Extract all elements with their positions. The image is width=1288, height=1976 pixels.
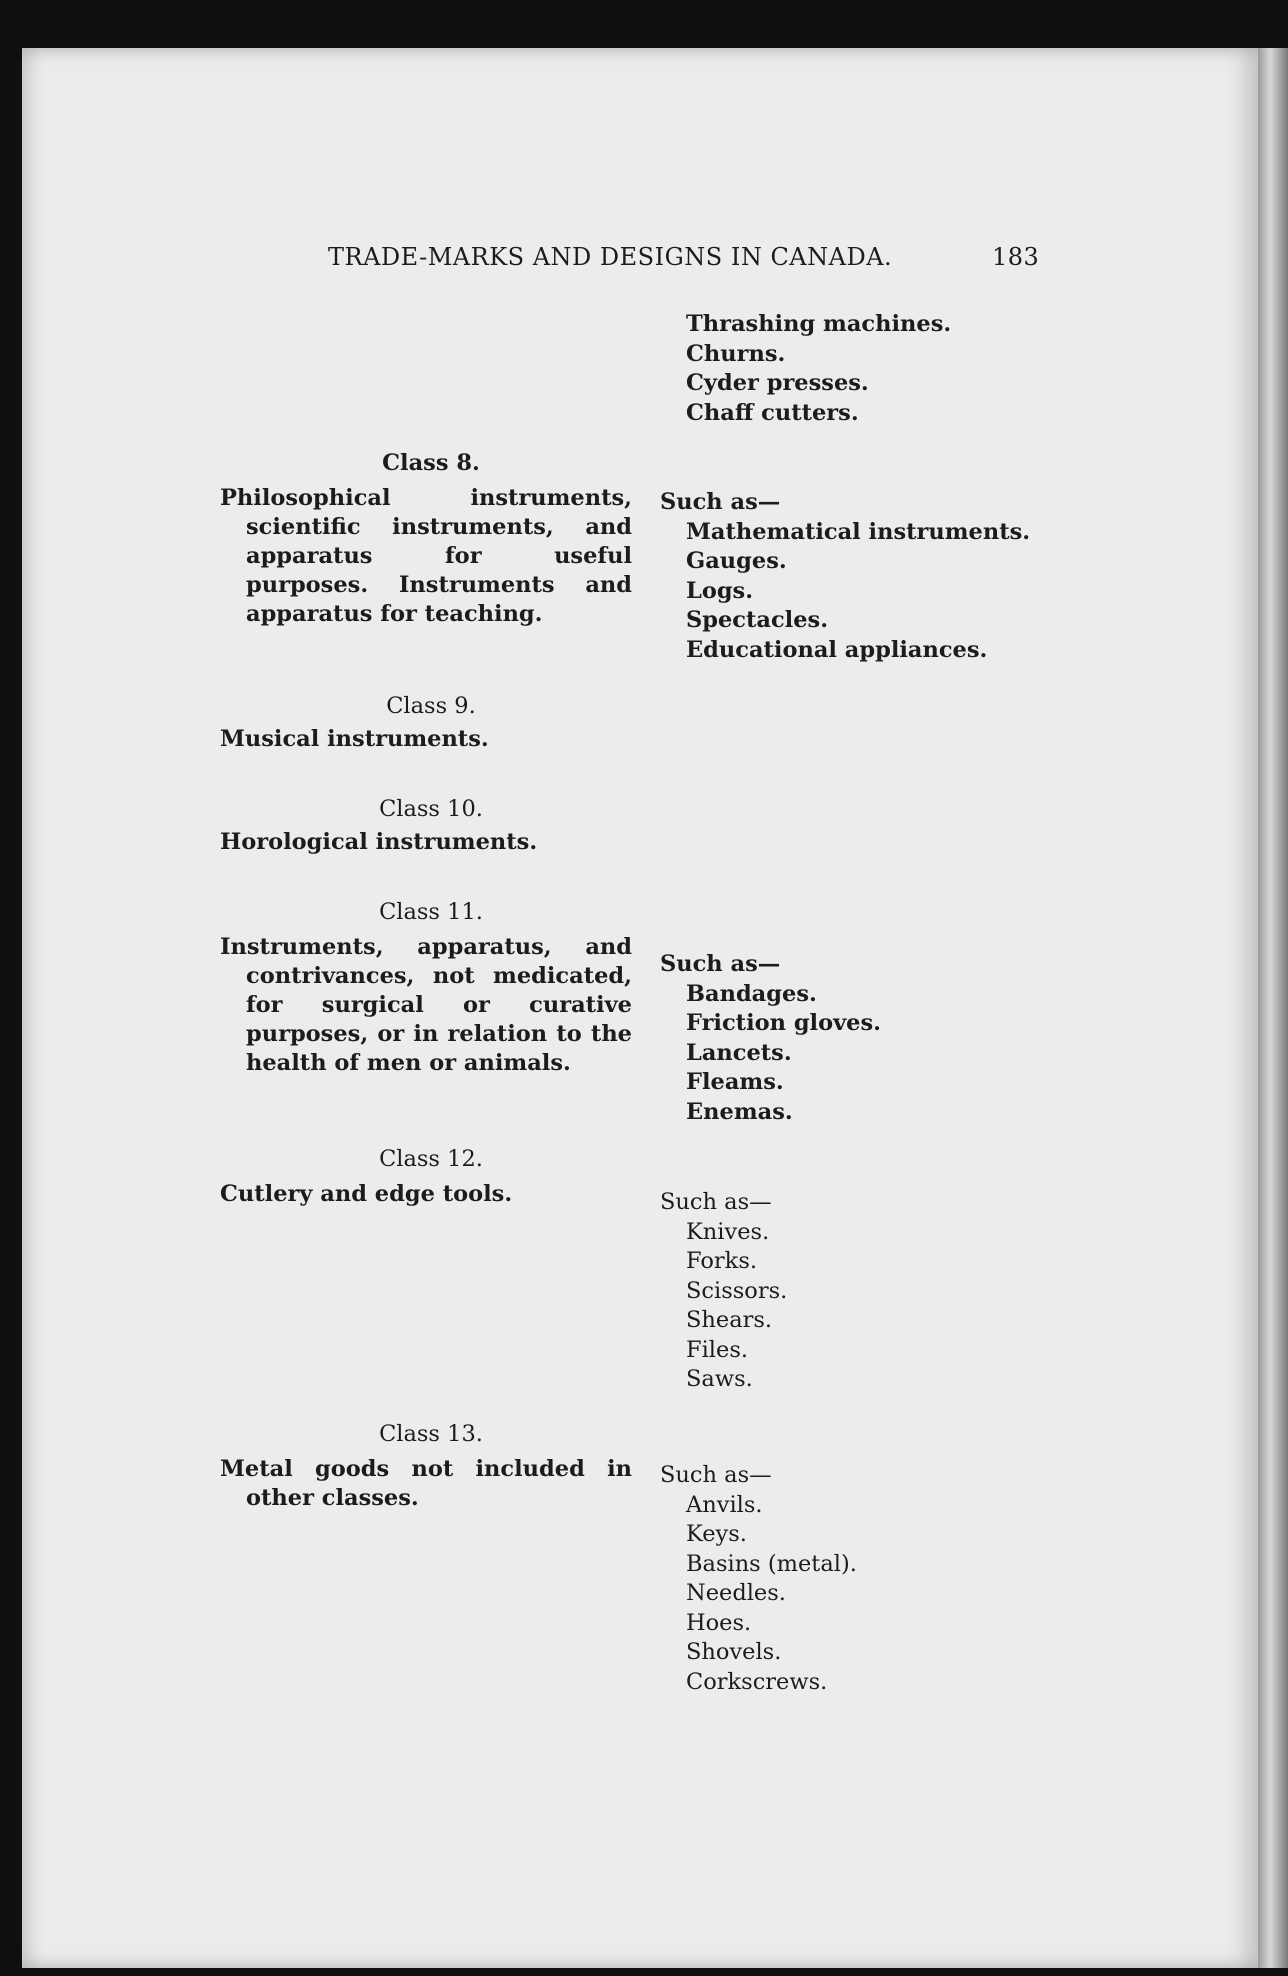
class-8-examples: [660, 488, 1100, 665]
list-item: Saws.: [686, 1366, 753, 1392]
list-item: Knives.: [686, 1218, 770, 1245]
list-item: Corkscrews.: [686, 1668, 828, 1695]
such-as-label: Such as—: [660, 489, 781, 515]
list-item: Gauges.: [686, 548, 787, 574]
list-item: Friction gloves.: [686, 1010, 881, 1036]
class-description: Musical instruments.: [220, 726, 489, 752]
class-heading: Class 9.: [386, 693, 476, 719]
list-item: Needles.: [686, 1580, 786, 1606]
class-heading: Class 10.: [379, 796, 483, 822]
page-number: 183: [992, 243, 1040, 271]
class-8-entry: [220, 449, 632, 629]
list-item: Basins (metal).: [686, 1550, 857, 1577]
list-item: Scissors.: [686, 1277, 788, 1304]
class-heading: Class 11.: [379, 899, 483, 925]
class-12-entry: [220, 1145, 632, 1209]
list-item: Hoes.: [686, 1609, 752, 1636]
continued-items: [660, 310, 1100, 428]
list-item: Chaff cutters.: [686, 399, 859, 426]
class-9-entry: [220, 692, 632, 754]
list-item: Forks.: [686, 1248, 758, 1274]
class-13-entry: [220, 1420, 632, 1513]
class-heading: Class 8.: [382, 450, 480, 476]
list-item: Educational appliances.: [686, 636, 988, 663]
class-11-examples: [660, 950, 1100, 1127]
class-description: Cutlery and edge tools.: [220, 1181, 513, 1207]
such-as-label: Such as—: [660, 951, 781, 977]
list-item: Spectacles.: [686, 607, 829, 633]
list-item: Shovels.: [686, 1639, 782, 1665]
page-edge: [1258, 48, 1288, 1968]
list-item: Files.: [686, 1336, 749, 1363]
running-title: TRADE-MARKS AND DESIGNS IN CANADA.: [328, 243, 893, 271]
class-heading: Class 13.: [379, 1421, 483, 1447]
class-description: Metal goods not included in other classes.: [220, 1456, 632, 1511]
class-13-examples: [660, 1461, 1100, 1697]
class-description: Philosophical instruments, scientific instruments, and apparatus for useful purposes. Instruments and apparatus for teaching.: [220, 485, 632, 627]
list-item: Fleams.: [686, 1069, 784, 1095]
list-item: Thrashing machines.: [686, 311, 952, 337]
such-as-label: Such as—: [660, 1189, 772, 1215]
class-10-entry: [220, 795, 632, 857]
class-description: Horological instruments.: [220, 829, 538, 855]
list-item: Churns.: [686, 340, 786, 367]
list-item: Bandages.: [686, 980, 817, 1007]
such-as-label: Such as—: [660, 1462, 772, 1488]
class-11-entry: [220, 898, 632, 1078]
list-item: Cyder presses.: [686, 370, 869, 396]
class-12-examples: [660, 1188, 1100, 1395]
list-item: Logs.: [686, 577, 754, 604]
list-item: Enemas.: [686, 1098, 793, 1125]
list-item: Mathematical instruments.: [686, 518, 1031, 545]
class-description: Instruments, apparatus, and contrivances, not medicated, for surgical or curative purposes, or in relation to the health of men or animals.: [220, 934, 632, 1076]
class-heading: Class 12.: [379, 1146, 483, 1172]
list-item: Anvils.: [686, 1491, 763, 1518]
list-item: Keys.: [686, 1521, 747, 1547]
list-item: Shears.: [686, 1307, 773, 1333]
list-item: Lancets.: [686, 1039, 792, 1066]
